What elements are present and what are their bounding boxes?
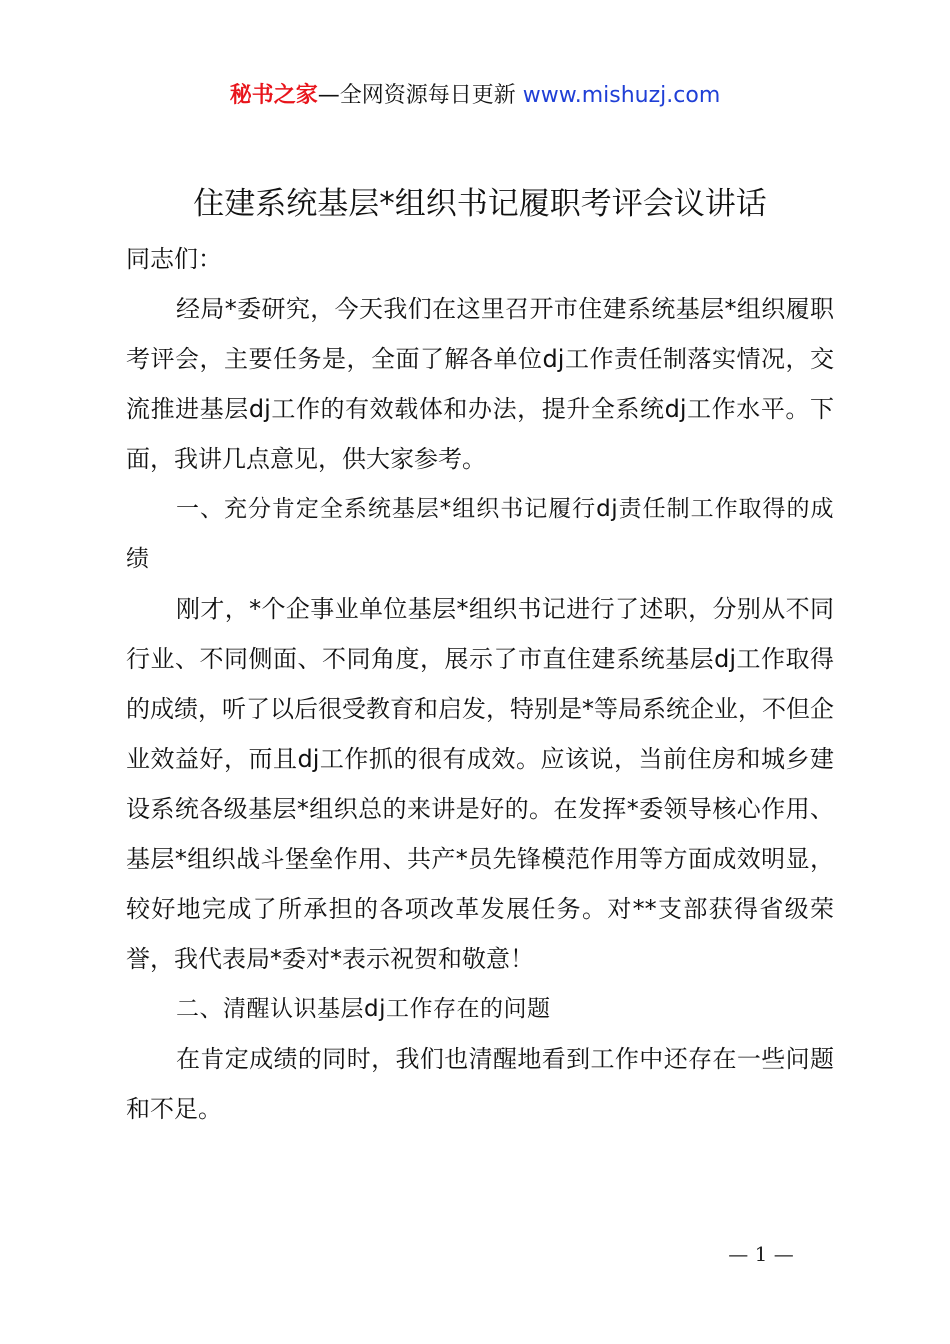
page-number: — 1 — xyxy=(728,1242,794,1266)
paragraph-achievements: 刚才，*个企事业单位基层*组织书记进行了述职，分别从不同行业、不同侧面、不同角度，展示了市直住建系统基层dj工作取得的成绩，听了以后很受教育和启发，特别是*等局系统企业，不但企业效益好，而且dj工作抓的很有成效。应该说，当前住房和城乡建设系统各级基层*组织总的来讲是好的。在发挥*委领导核心作用、基层*组织战斗堡垒作用、共产*员先锋模范作用等方面成效明显，较好地完成了所承担的各项改革发展任务。对**支部获得省级荣誉，我代表局*委对*表示祝贺和敬意！ xyxy=(126,595,834,973)
paragraph-problems: 在肯定成绩的同时，我们也清醒地看到工作中还存在一些问题和不足。 xyxy=(126,1045,834,1123)
website-link[interactable]: www.mishuzj.com xyxy=(522,83,721,108)
section-heading-1: 一、充分肯定全系统基层*组织书记履行dj责任制工作取得的成绩 xyxy=(126,496,834,572)
site-header xyxy=(0,80,950,112)
section-heading-2: 二、清醒认识基层dj工作存在的问题 xyxy=(176,996,551,1022)
document-title: 住建系统基层*组织书记履职考评会议讲话 xyxy=(193,186,767,222)
brand-name: 秘书之家 xyxy=(229,83,318,108)
document-body xyxy=(126,234,834,1134)
paragraph-intro: 经局*委研究，今天我们在这里召开市住建系统基层*组织履职考评会，主要任务是，全面了解各单位dj工作责任制落实情况，交流推进基层dj工作的有效载体和办法，提升全系统dj工作水平。下面，我讲几点意见，供大家参考。 xyxy=(126,295,834,473)
header-tagline: —全网资源每日更新 xyxy=(317,83,516,108)
salutation: 同志们： xyxy=(126,245,222,273)
